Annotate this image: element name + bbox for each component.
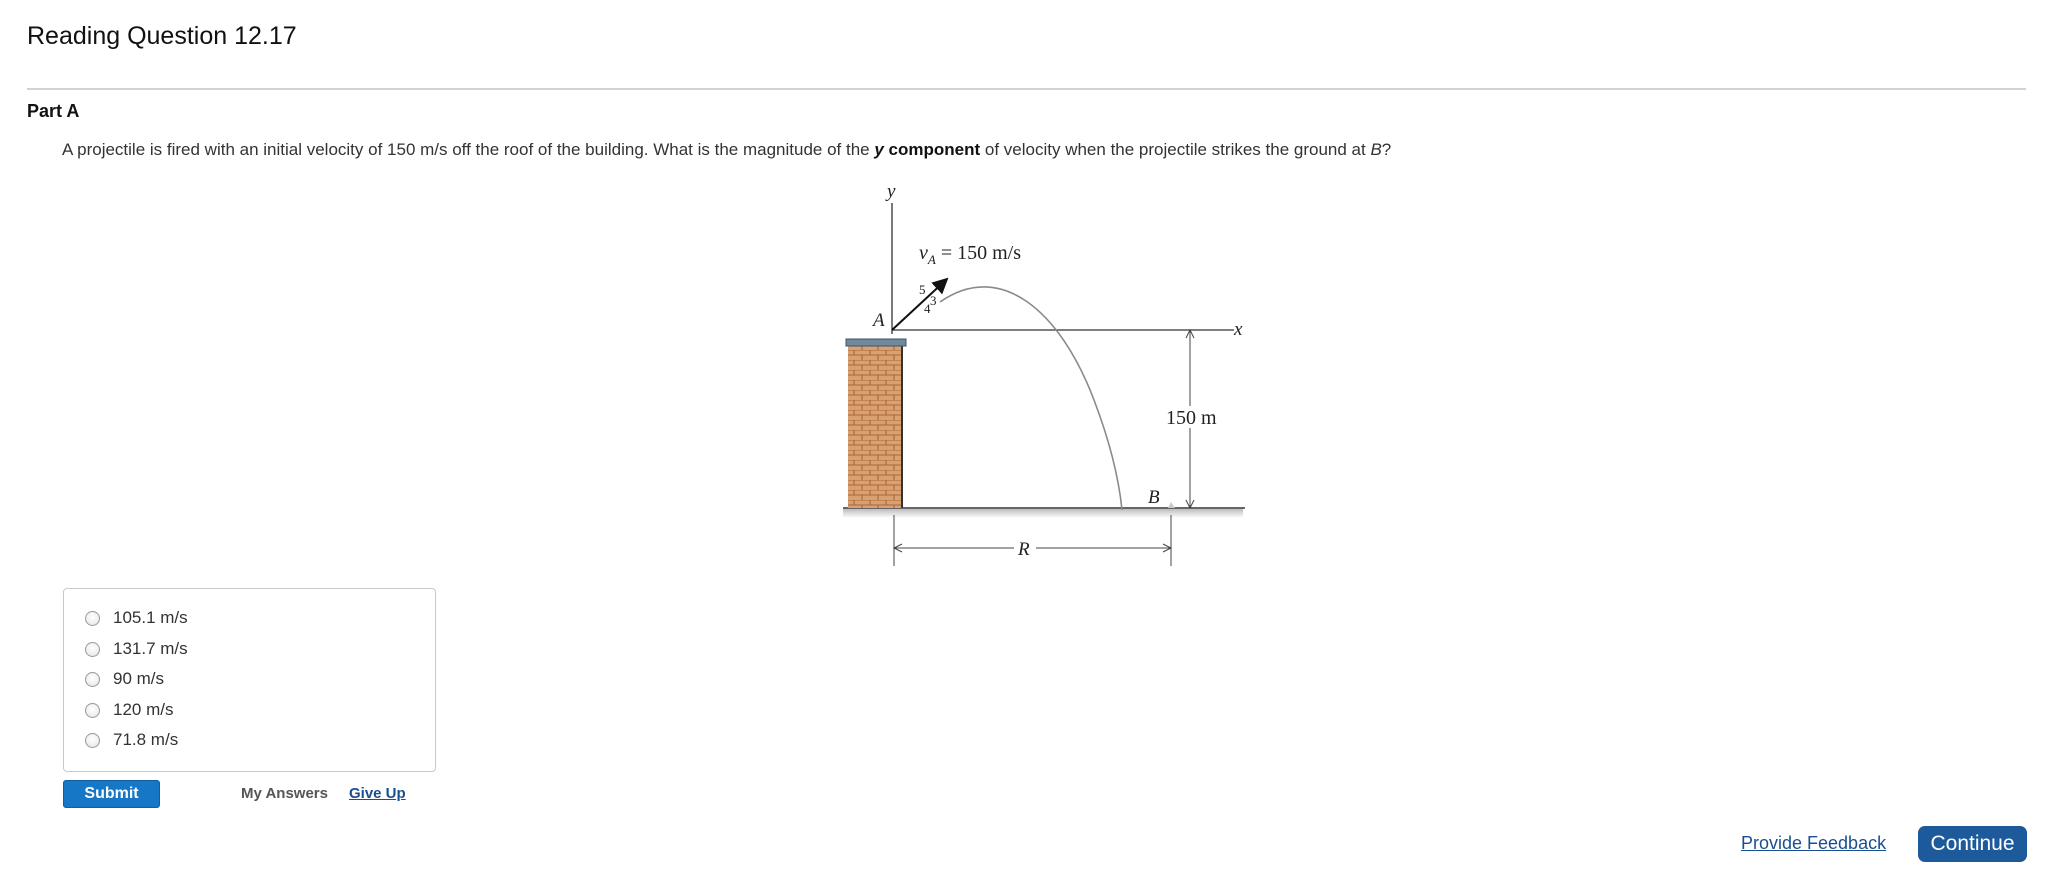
submit-button[interactable]: Submit <box>63 780 160 808</box>
answer-choices <box>63 588 436 772</box>
projectile-figure <box>830 180 1270 570</box>
question-end: ? <box>1381 140 1392 159</box>
question-y-variable: y <box>874 140 884 159</box>
brick-building <box>848 343 902 508</box>
height-label: 150 m <box>1166 407 1217 429</box>
choice-label: 131.7 m/s <box>113 639 188 658</box>
choice-label: 105.1 m/s <box>113 608 188 627</box>
title-divider <box>27 88 2026 90</box>
slope-hypotenuse-label: 5 <box>919 282 926 297</box>
choice-option[interactable] <box>85 607 188 629</box>
x-axis-label: x <box>1234 319 1243 340</box>
velocity-subscript: A <box>927 252 936 267</box>
choice-label: 120 m/s <box>113 700 174 719</box>
question-emphasis <box>874 140 980 159</box>
velocity-label <box>919 242 1021 267</box>
part-label: Part A <box>27 101 80 121</box>
question-text-after: of velocity when the projectile strikes the ground at <box>980 140 1371 159</box>
trajectory-path <box>940 287 1122 510</box>
choice-option[interactable] <box>85 699 173 721</box>
slope-rise-label: 3 <box>930 293 937 308</box>
my-answers-label: My Answers <box>241 785 328 802</box>
point-b-label: B <box>1148 487 1160 508</box>
choice-label: 90 m/s <box>113 669 165 688</box>
page-title: Reading Question 12.17 <box>27 22 297 50</box>
radio-button[interactable] <box>85 733 100 748</box>
y-axis-label: y <box>887 181 896 202</box>
radio-button[interactable] <box>85 611 100 626</box>
building-roof <box>846 339 906 346</box>
projectile-diagram <box>830 180 1270 570</box>
question-text-before: A projectile is fired with an initial velocity of 150 m/s off the roof of the building. What is the magnitude of the <box>62 140 875 159</box>
radio-button[interactable] <box>85 672 100 687</box>
continue-button[interactable]: Continue <box>1918 826 2027 862</box>
radio-button[interactable] <box>85 703 100 718</box>
radio-button[interactable] <box>85 642 100 657</box>
question-component-word: component <box>883 140 981 159</box>
give-up-link[interactable]: Give Up <box>349 785 406 802</box>
ground-shading <box>843 509 1243 518</box>
point-a-label: A <box>873 310 885 331</box>
range-label: R <box>1018 539 1030 560</box>
velocity-value: = 150 m/s <box>935 242 1022 264</box>
question-text <box>62 140 1391 160</box>
question-point-b: B <box>1370 140 1382 159</box>
slope-run-label: 4 <box>924 301 931 316</box>
choice-option[interactable] <box>85 638 188 660</box>
choice-option[interactable] <box>85 729 178 751</box>
velocity-symbol: v <box>919 242 928 264</box>
choice-label: 71.8 m/s <box>113 730 179 749</box>
provide-feedback-link[interactable]: Provide Feedback <box>1741 833 1887 853</box>
choice-option[interactable] <box>85 668 164 690</box>
impact-mark <box>1168 502 1175 508</box>
